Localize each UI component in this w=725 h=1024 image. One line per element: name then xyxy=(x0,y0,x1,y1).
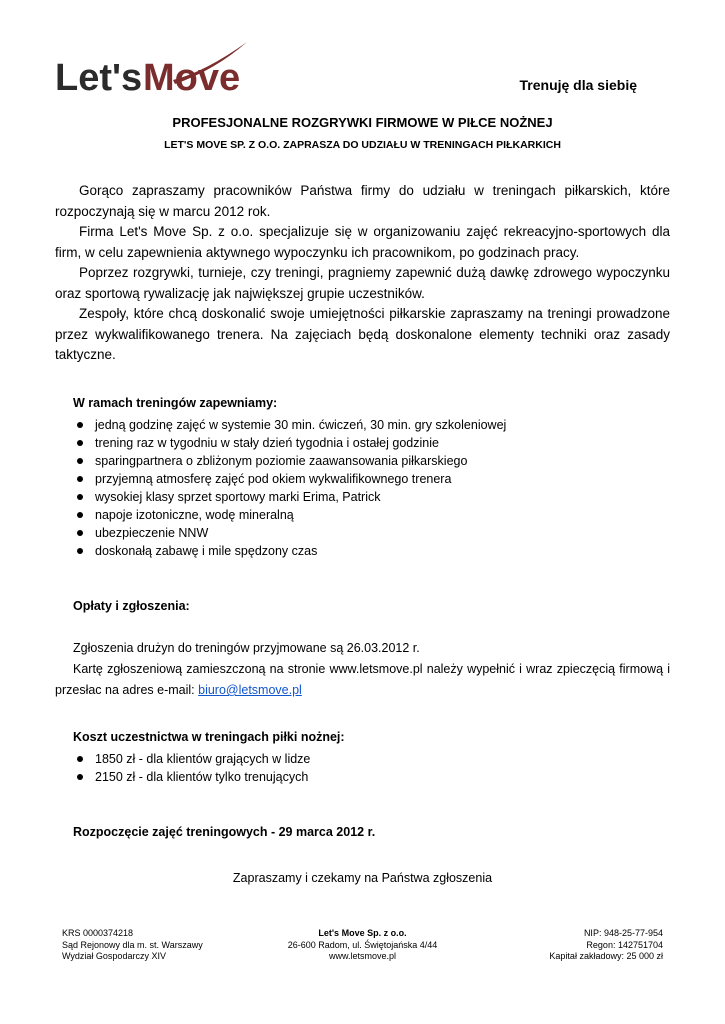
cost-list xyxy=(77,750,310,786)
bullet-icon xyxy=(77,756,83,762)
cost-heading: Koszt uczestnictwa w treningach piłki nożnej: xyxy=(73,730,345,744)
email-link[interactable]: biuro@letsmove.pl xyxy=(198,683,302,697)
list-item: jedną godzinę zajęć w systemie 30 min. ćwiczeń, 30 min. gry szkoleniowej xyxy=(77,416,506,434)
list-item: wysokiej klasy sprzet sportowy marki Erima, Patrick xyxy=(77,488,506,506)
list-item: 2150 zł - dla klientów tylko trenujących xyxy=(77,768,310,786)
letsmove-logo xyxy=(55,40,250,98)
list-item: sparingpartnera o zbliżonym poziomie zaawansowania piłkarskiego xyxy=(77,452,506,470)
intro-section xyxy=(55,181,670,366)
sub-title: LET'S MOVE SP. Z O.O. ZAPRASZA DO UDZIAŁU W TRENINGACH PIŁKARKICH xyxy=(164,139,561,151)
intro-paragraph: Firma Let's Move Sp. z o.o. specjalizuje się w organizowaniu zajęć rekreacyjno-sportowych dla firm, w celu zapewnienia aktywnego wypoczynku ich pracownikom, po godzinach pracy. xyxy=(55,224,670,260)
footer-line: Kapitał zakładowy: 25 000 zł xyxy=(549,951,663,961)
intro-paragraph: Poprzez rozgrywki, turnieje, czy treningi, pragniemy zapewnić dużą dawkę zdrowego wypoczynku oraz sportową rywalizację jak największej grupie uczestników. xyxy=(55,265,670,301)
footer-line: Regon: 142751704 xyxy=(586,939,663,950)
list-item: doskonałą zabawę i mile spędzony czas xyxy=(77,542,506,560)
footer-company: Let's Move Sp. z o.o. xyxy=(318,928,407,938)
bullet-icon xyxy=(77,422,83,428)
footer-line: Sąd Rejonowy dla m. st. Warszawy xyxy=(62,939,203,950)
closing-line: Zapraszamy i czekamy na Państwa zgłoszenia xyxy=(232,871,493,885)
list-item: przyjemną atmosferę zajęć pod okiem wykwalifikownego trenera xyxy=(77,470,506,488)
tagline: Trenuję dla siebię xyxy=(519,77,637,93)
provide-list xyxy=(77,416,506,560)
fees-section xyxy=(55,638,670,701)
provide-heading: W ramach treningów zapewniamy: xyxy=(73,396,278,410)
list-item: napoje izotoniczne, wodę mineralną xyxy=(77,506,506,524)
logo-text-lets: Let's xyxy=(55,57,143,98)
logo-text-move: Move xyxy=(143,57,241,98)
fees-instructions: Kartę zgłoszeniową zamieszczoną na stronie www.letsmove.pl należy wypełnić i wraz zpieczęcią firmową i przesłac na adres e-mail: biuro@letsmove.pl xyxy=(55,662,670,697)
list-item: 1850 zł - dla klientów grających w lidze xyxy=(77,750,310,768)
bullet-icon xyxy=(77,458,83,464)
bullet-icon xyxy=(77,494,83,500)
footer-line: KRS 0000374218 xyxy=(62,928,134,938)
main-title: PROFESJONALNE ROZGRYWKI FIRMOWE W PIŁCE NOŻNEJ xyxy=(172,115,553,130)
footer-line: NIP: 948-25-77-954 xyxy=(583,928,663,938)
bullet-icon xyxy=(77,512,83,518)
intro-paragraph: Gorąco zapraszamy pracowników Państwa firmy do udziału w treningach piłkarskich, które rozpoczynają się w marcu 2012 rok. xyxy=(55,183,670,219)
start-date: Rozpoczęcie zajęć treningowych - 29 marca 2012 r. xyxy=(73,825,376,839)
bullet-icon xyxy=(77,440,83,446)
footer-line: Wydział Gospodarczy XIV xyxy=(62,951,166,961)
bullet-icon xyxy=(77,548,83,554)
bullet-icon xyxy=(77,774,83,780)
list-item: trening raz w tygodniu w stały dzień tygodnia i ostałej godzinie xyxy=(77,434,506,452)
bullet-icon xyxy=(77,530,83,536)
intro-paragraph: Zespoły, które chcą doskonalić swoje umiejętności piłkarskie zapraszamy na treningi prowadzone przez wykwalifikowanego trenera. Na zajęciach będą doskonalone elementy techniki oraz zasady taktyczne. xyxy=(55,306,670,362)
fees-heading: Opłaty i zgłoszenia: xyxy=(73,599,190,613)
list-item: ubezpieczenie NNW xyxy=(77,524,506,542)
fees-deadline: Zgłoszenia drużyn do treningów przyjmowane są 26.03.2012 r. xyxy=(73,641,420,655)
footer-line: www.letsmove.pl xyxy=(328,951,397,961)
footer-right xyxy=(549,928,663,963)
bullet-icon xyxy=(77,476,83,482)
footer-line: 26-600 Radom, ul. Świętojańska 4/44 xyxy=(287,939,438,950)
